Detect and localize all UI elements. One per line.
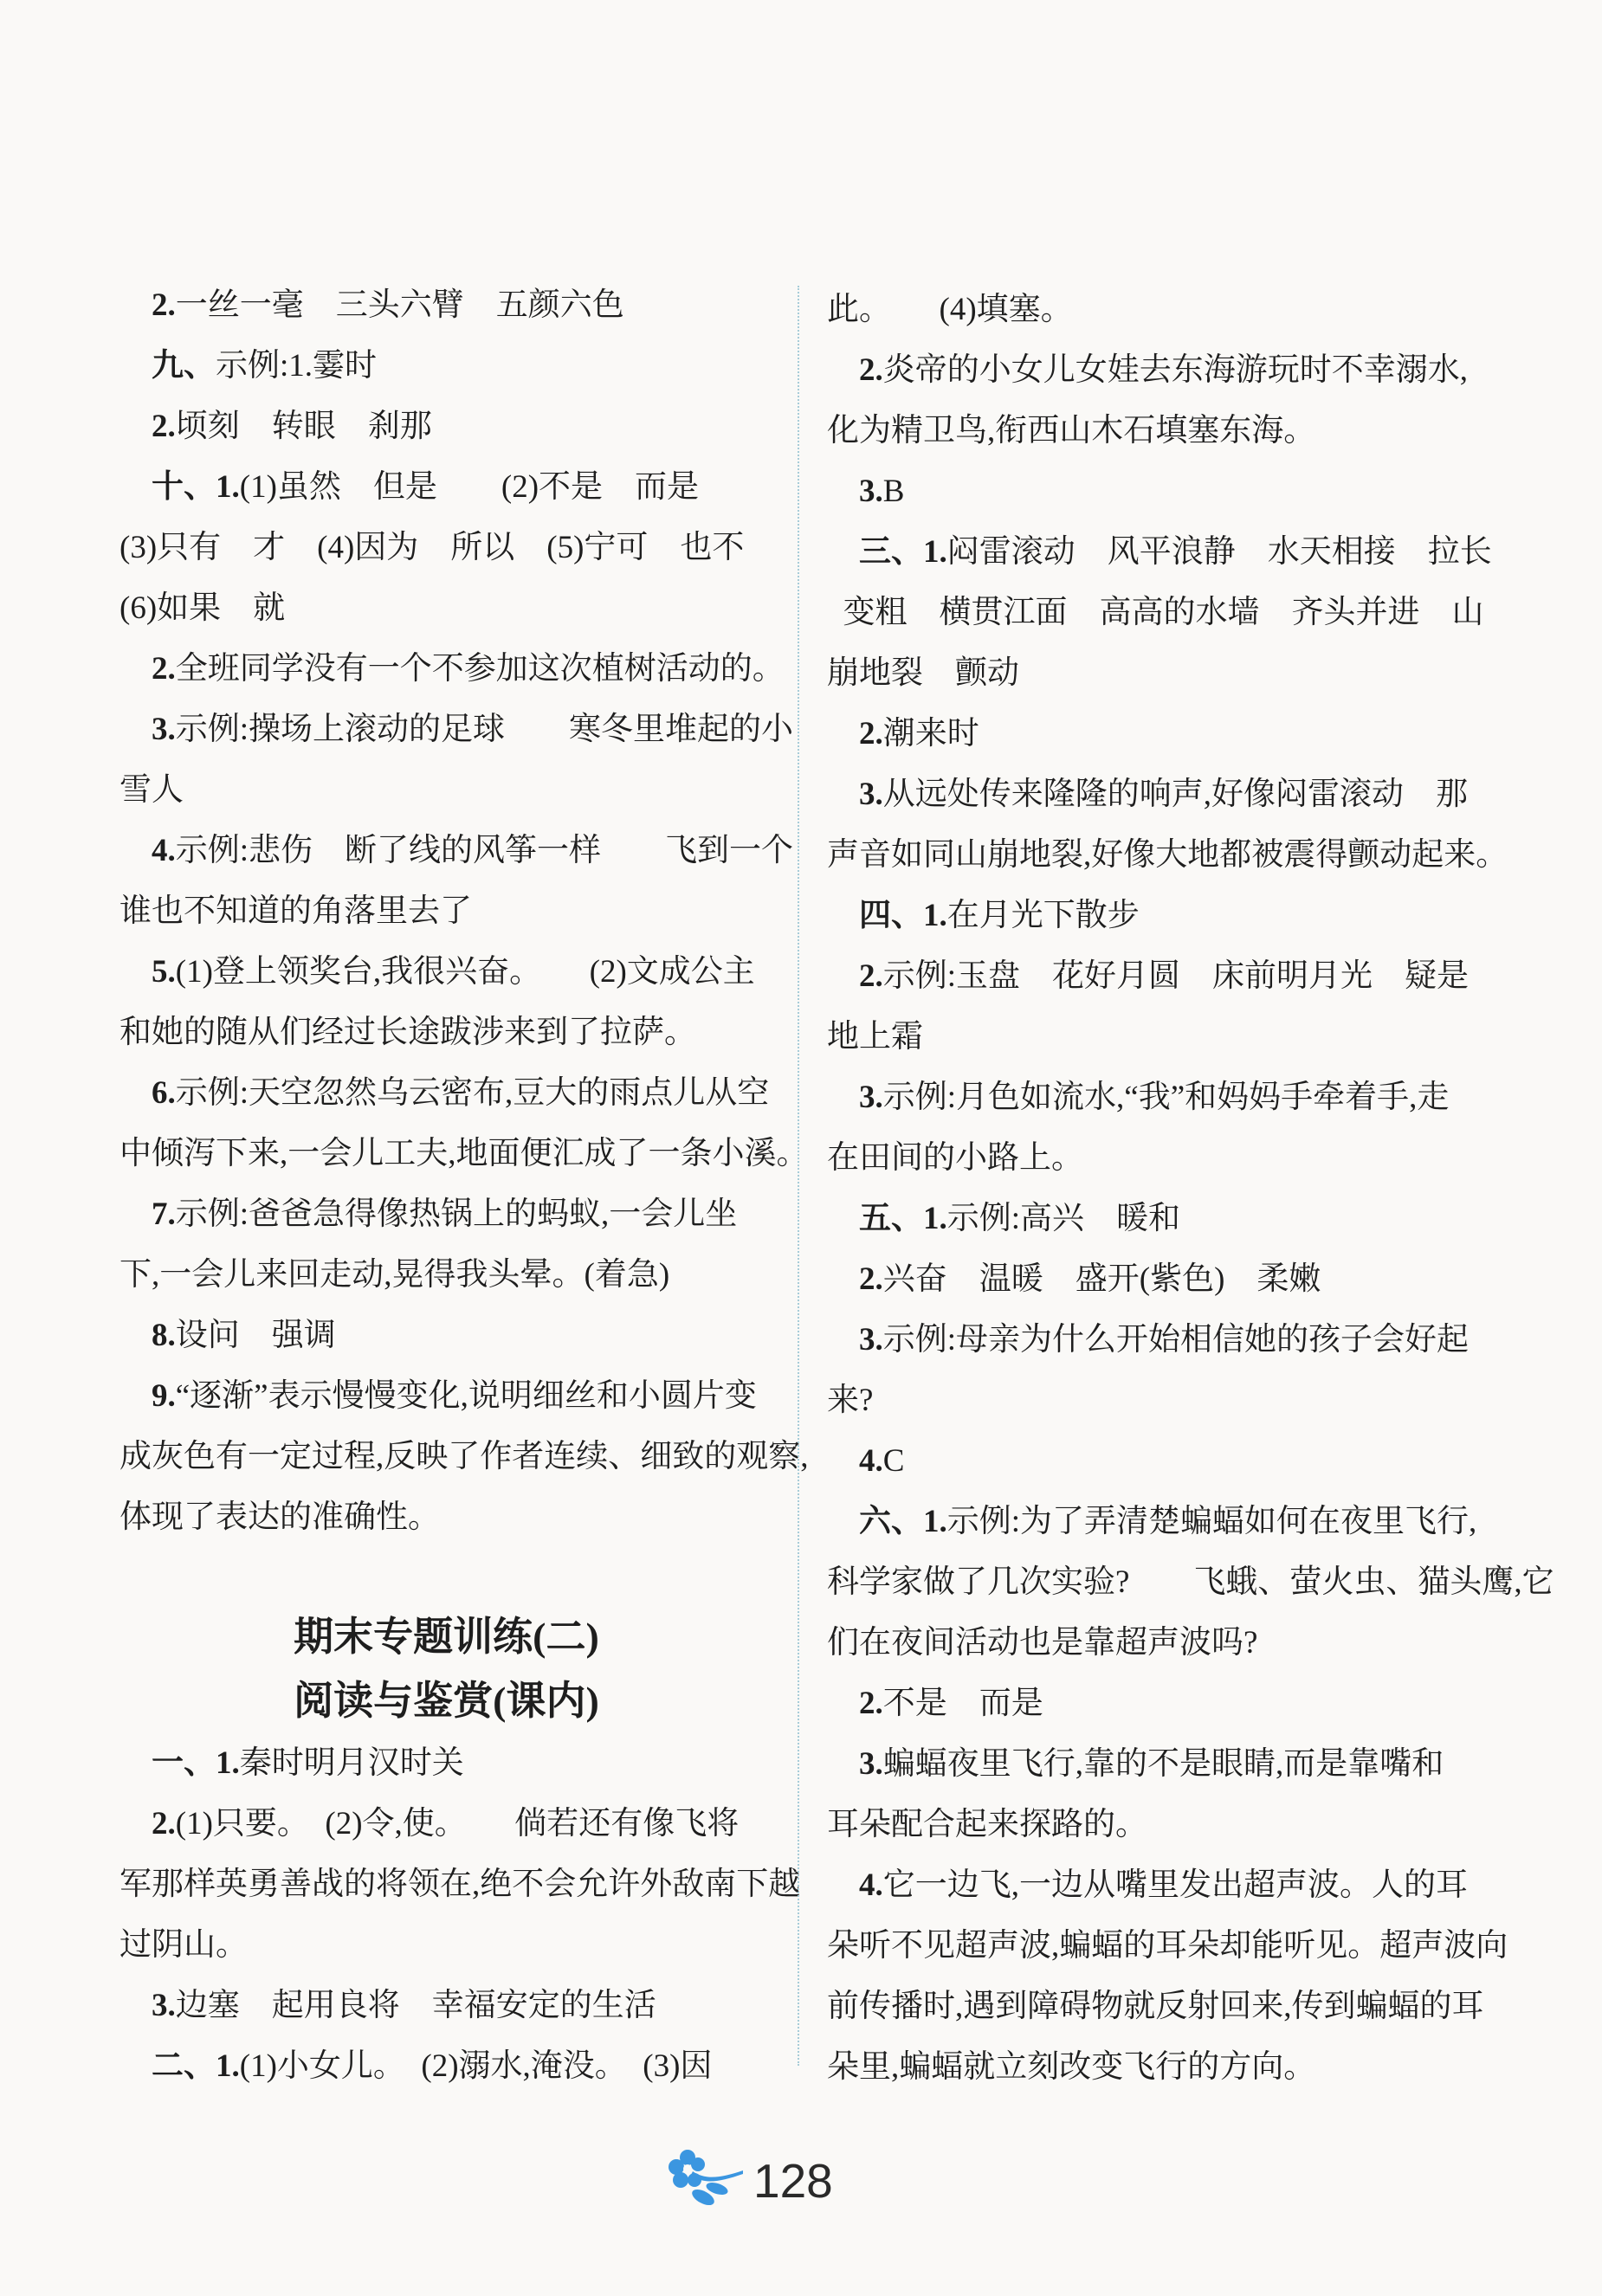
answer-line: 耳朵配合起来探路的。 [827, 1807, 1147, 1842]
column-divider [798, 286, 799, 2066]
answer-line: 6.示例:天空忽然乌云密布,豆大的雨点儿从空 [152, 1075, 770, 1111]
flower-icon [667, 2145, 746, 2216]
answer-line: 3.示例:操场上滚动的足球 寒冬里堆起的小 [152, 712, 794, 747]
answer-line: (6)如果 就 [120, 590, 286, 626]
answer-line: 4.示例:悲伤 断了线的风筝一样 飞到一个 [152, 833, 794, 868]
answer-line: 此。 (4)填塞。 [827, 292, 1073, 327]
page-number: 128 [753, 2154, 833, 2208]
answer-line: 过阴山。 [120, 1927, 248, 1963]
answer-line: 在田间的小路上。 [827, 1140, 1083, 1176]
answer-line: 3.边塞 起用良将 幸福安定的生活 [152, 1988, 656, 2023]
answer-line: 军那样英勇善战的将领在,绝不会允许外敌南下越 [120, 1867, 801, 1902]
answer-line: 五、1.示例:高兴 暖和 [859, 1201, 1181, 1236]
answer-line: 一、1.秦时明月汉时关 [152, 1745, 464, 1781]
answer-line: 谁也不知道的角落里去了 [120, 893, 472, 929]
answer-line: 成灰色有一定过程,反映了作者连续、细致的观察, [120, 1439, 809, 1474]
answer-line: 2.全班同学没有一个不参加这次植树活动的。 [152, 651, 785, 687]
left-column-section-1 [120, 275, 809, 1548]
answer-line: 3.示例:月色如流水,“我”和妈妈手牵着手,走 [859, 1080, 1450, 1115]
answer-line: 声音如同山崩地裂,好像大地都被震得颤动起来。 [827, 837, 1508, 873]
answer-line: 3.B [859, 474, 905, 509]
answer-line: 四、1.在月光下散步 [859, 898, 1140, 933]
answer-line: 2.顷刻 转眼 刹那 [152, 409, 432, 444]
answer-line: 中倾泻下来,一会儿工夫,地面便汇成了一条小溪。 [120, 1136, 809, 1171]
answer-line: 下,一会儿来回走动,晃得我头晕。(着急) [120, 1257, 670, 1293]
answer-line: 2.潮来时 [859, 716, 979, 751]
answer-line: 5.(1)登上领奖台,我很兴奋。 (2)文成公主 [152, 954, 755, 990]
answer-line: 二、1.(1)小女儿。 (2)溺水,淹没。 (3)因 [152, 2048, 713, 2084]
answer-line: 2.兴奋 温暖 盛开(紫色) 柔嫩 [859, 1261, 1321, 1297]
answer-line: 朵听不见超声波,蝙蝠的耳朵却能听见。超声波向 [827, 1928, 1508, 1964]
answer-line: 4.C [859, 1443, 905, 1479]
answer-line: 十、1.(1)虽然 但是 (2)不是 而是 [152, 469, 700, 505]
answer-line: 2.一丝一毫 三头六臂 五颜六色 [152, 287, 624, 323]
answer-line: 朵里,蝙蝠就立刻改变飞行的方向。 [827, 2049, 1316, 2085]
answer-line: 9.“逐渐”表示慢慢变化,说明细丝和小圆片变 [152, 1378, 757, 1414]
answer-line: 8.设问 强调 [152, 1318, 336, 1353]
answer-line: 科学家做了几次实验? 飞蛾、萤火虫、猫头鹰,它 [827, 1564, 1554, 1600]
page-footer [667, 2145, 833, 2216]
answer-line: 7.示例:爸爸急得像热锅上的蚂蚁,一会儿坐 [152, 1196, 738, 1232]
answer-line: 前传播时,遇到障碍物就反射回来,传到蝙蝠的耳 [827, 1989, 1484, 2024]
answer-line: 3.从远处传来隆隆的响声,好像闷雷滚动 那 [859, 777, 1468, 812]
answer-line: 化为精卫鸟,衔西山木石填塞东海。 [827, 413, 1316, 448]
answer-line: 九、示例:1.霎时 [152, 348, 378, 384]
answer-line: 2.(1)只要。 (2)令,使。 倘若还有像飞将 [152, 1806, 740, 1841]
answer-line: 六、1.示例:为了弄清楚蝙蝠如何在夜里飞行, [859, 1504, 1477, 1539]
answer-line: 3.蝙蝠夜里飞行,靠的不是眼睛,而是靠嘴和 [859, 1746, 1444, 1782]
answer-line: 变粗 横贯江面 高高的水墙 齐头并进 山 [827, 595, 1484, 630]
answer-line: 们在夜间活动也是靠超声波吗? [827, 1625, 1258, 1661]
answer-line: 体现了表达的准确性。 [120, 1499, 440, 1535]
answer-line: 2.炎帝的小女儿女娃去东海游玩时不幸溺水, [859, 352, 1468, 388]
answer-line: 3.示例:母亲为什么开始相信她的孩子会好起 [859, 1322, 1470, 1358]
answer-line: 和她的随从们经过长途跋涉来到了拉萨。 [120, 1015, 696, 1050]
section-heading-title: 期末专题训练(二) [294, 1615, 599, 1659]
left-column-section-2 [120, 1733, 801, 2097]
section-heading-subtitle: 阅读与鉴赏(课内) [294, 1679, 599, 1723]
answer-line: 崩地裂 颤动 [827, 655, 1019, 691]
right-column [827, 280, 1554, 2098]
answer-line: 来? [827, 1383, 874, 1418]
answer-line: 雪人 [120, 772, 184, 808]
answer-line: 2.示例:玉盘 花好月圆 床前明月光 疑是 [859, 958, 1470, 994]
answer-line: 4.它一边飞,一边从嘴里发出超声波。人的耳 [859, 1867, 1468, 1903]
answer-line: 2.不是 而是 [859, 1686, 1043, 1721]
answer-line: 地上霜 [827, 1019, 923, 1054]
answer-line: (3)只有 才 (4)因为 所以 (5)宁可 也不 [120, 530, 745, 565]
answer-line: 三、1.闷雷滚动 风平浪静 水天相接 拉长 [859, 534, 1492, 570]
